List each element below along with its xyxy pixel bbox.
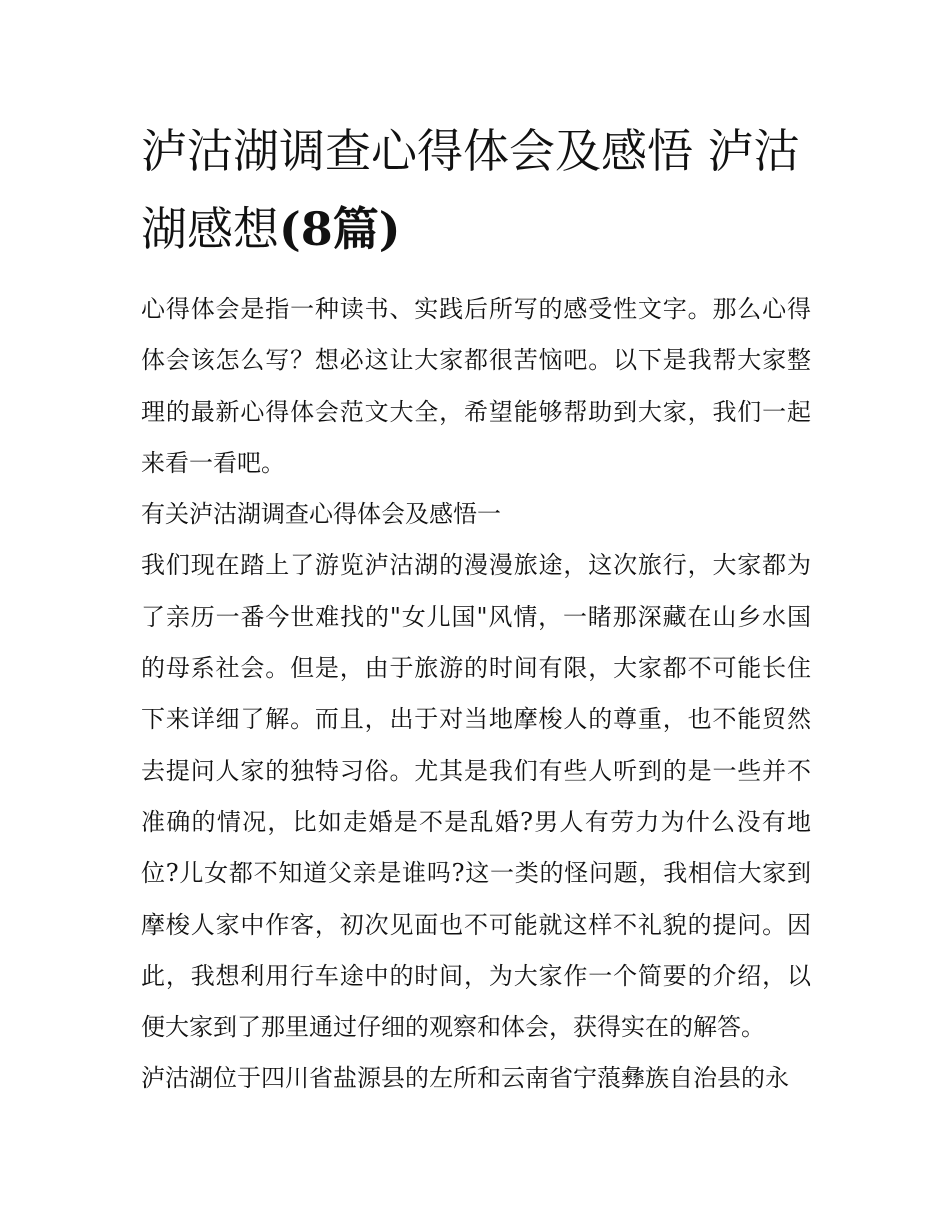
intro-paragraph: 心得体会是指一种读书、实践后所写的感受性文字。那么心得体会该怎么写？想必这让大家都很苦恼吧。以下是我帮大家整理的最新心得体会范文大全，希望能够帮助到大家，我们一起来看一看吧。 bbox=[141, 295, 811, 477]
document-page bbox=[141, 112, 811, 1105]
document-title bbox=[141, 112, 811, 268]
section-heading: 有关泸沽湖调查心得体会及感悟一 bbox=[141, 500, 501, 529]
body-paragraph-1: 我们现在踏上了游览泸沽湖的漫漫旅途，这次旅行，大家都为了亲历一番今世难找的"女儿国"风情，一睹那深藏在山乡水国的母系社会。但是，由于旅游的时间有限，大家都不可能长住下来详细了解。而且，出于对当地摩梭人的尊重，也不能贸然去提问人家的独特习俗。尤其是我们有些人听到的是一些并不准确的情况，比如走婚是不是乱婚?男人有劳力为什么没有地位?儿女都不知道父亲是谁吗?这一类的怪问题，我相信大家到摩梭人家中作客，初次见面也不可能就这样不礼貌的提问。因此，我想利用行车途中的时间，为大家作一个简要的介绍，以便大家到了那里通过仔细的观察和体会，获得实在的解答。 bbox=[141, 551, 811, 1042]
title-suffix: (8篇) bbox=[279, 202, 401, 256]
title-main: 泸沽湖调查心得体会及感悟 泸沽湖感想 bbox=[141, 124, 800, 256]
body-paragraph-2: 泸沽湖位于四川省盐源县的左所和云南省宁蒗彝族自治县的永 bbox=[141, 1064, 789, 1093]
